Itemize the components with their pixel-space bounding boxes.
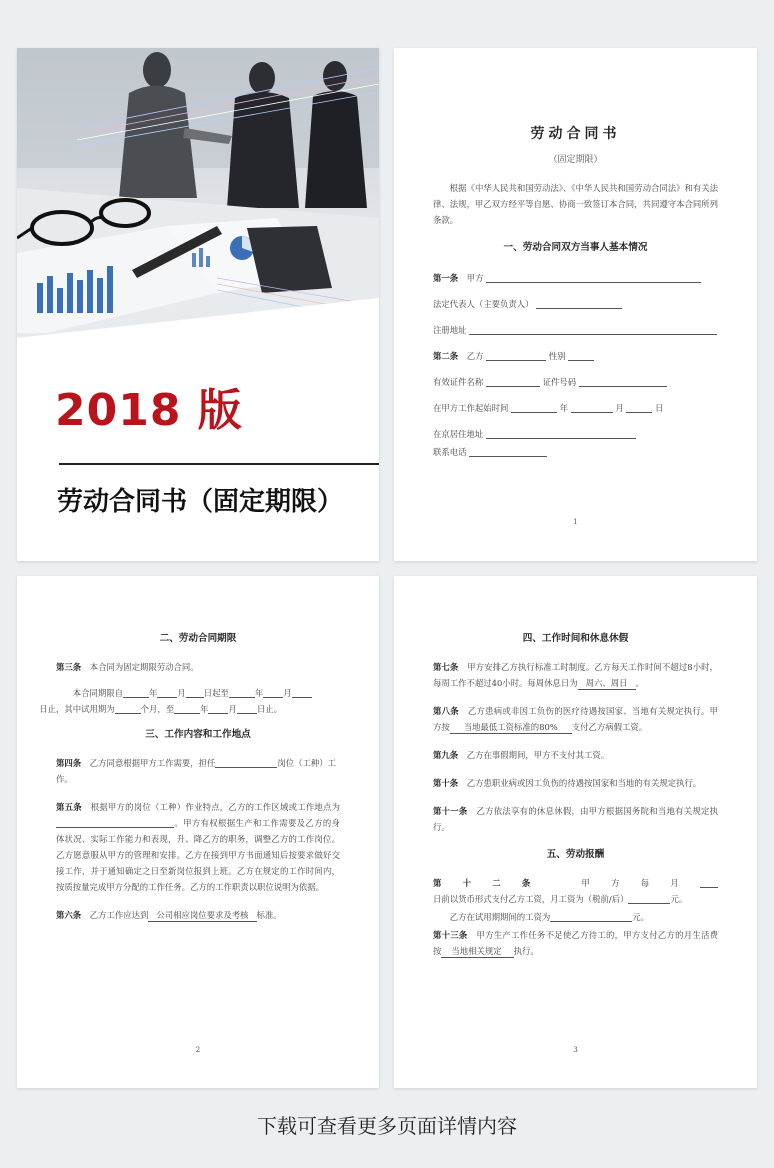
cover-divider — [59, 463, 379, 465]
article-13-text-end: 执行。 — [513, 946, 539, 956]
id-name-blank — [486, 375, 540, 387]
term-end-label: 日止。 — [256, 704, 282, 714]
year-label: 年 — [254, 688, 264, 698]
probation-pay-label: 乙方在试用期期间的工资为 — [449, 912, 551, 922]
article-11-label: 第十一条 — [433, 806, 468, 816]
blank — [263, 686, 283, 698]
article-6-text: 乙方工作应达到 — [89, 910, 149, 920]
article-4-text-end: 岗位（工种）工作。 — [56, 758, 337, 784]
blank — [208, 702, 228, 714]
article-12-text-mid: 日前以货币形式支付乙方工资，月工资为（税前/后） — [433, 894, 629, 904]
probation-pay-blank — [550, 910, 632, 922]
blank — [292, 686, 312, 698]
article-5-text-end: 。甲方有权根据生产和工作需要及乙方的身体状况、实际工作能力和表现，升、降乙方的职务，调整乙方的工作岗位。乙方愿意服从甲方的管理和安排。乙方在接到甲方书面通知后按要求做好交接工作，并于通知确定之日至新岗位报到上班。乙方在规定的工作时间内，按质按量完成甲方分配的工作任务。乙方的工作职责以职位说明为依据。 — [56, 818, 340, 892]
page-number: 3 — [573, 1046, 578, 1054]
page-number: 2 — [195, 1046, 201, 1054]
start-day-blank — [626, 401, 652, 413]
year-label: 年 — [200, 704, 209, 714]
article-4-text: 乙方同意根据甲方工作需要，担任 — [89, 758, 216, 768]
start-month-blank — [571, 401, 613, 413]
contract-title: 劳动合同书 — [530, 126, 621, 142]
rest-days-value: 周六、周日 — [578, 677, 636, 690]
blank — [229, 686, 255, 698]
blank — [174, 702, 200, 714]
month-label: 月 — [283, 688, 292, 698]
article-6-text-end: 标准。 — [256, 910, 282, 920]
intro-paragraph: 根据《中华人民共和国劳动法》、《中华人民共和国劳动合同法》和有关法律、法规，甲乙双方经平等自愿、协商一致签订本合同，共同遵守本合同所列条款。 — [433, 183, 718, 225]
article-8-text: 乙方患病或非因工负伤的医疗待遇按国家、当地有关规定执行。甲方按 — [433, 706, 719, 732]
probation-to-label: 个月，至 — [140, 704, 175, 714]
reg-addr-blank — [469, 323, 717, 335]
business-handshake-photo — [17, 48, 379, 338]
article-1-label: 第一条 — [433, 273, 459, 283]
download-more-link[interactable]: 下载可查看更多页面详情内容 — [257, 1114, 517, 1138]
contract-page-1 — [394, 48, 757, 561]
start-year-blank — [511, 401, 557, 413]
edition-year: 2018 版 — [55, 385, 243, 436]
section-5-heading: 五、劳动报酬 — [546, 849, 605, 860]
phone-blank — [469, 445, 547, 457]
article-12-text: 甲方每月 — [581, 878, 701, 888]
month-label: 月 — [615, 403, 624, 413]
article-9-text: 乙方在事假期间，甲方不支付其工资。 — [466, 750, 610, 760]
article-13-label: 第十三条 — [433, 930, 468, 940]
term-to-label: 日起至 — [203, 688, 229, 698]
year-label: 年 — [149, 688, 158, 698]
blank — [123, 686, 149, 698]
article-4-label: 第四条 — [56, 758, 82, 768]
article-2-label: 第二条 — [433, 351, 459, 361]
work-location-blank — [56, 816, 174, 828]
section-2-heading: 二、劳动合同期限 — [159, 633, 237, 644]
day-label: 日 — [655, 403, 664, 413]
month-label: 月 — [177, 688, 186, 698]
contract-page-3 — [394, 576, 757, 1088]
id-no-blank — [579, 375, 667, 387]
article-3-text: 本合同为固定期限劳动合同。 — [89, 662, 199, 672]
id-no-label: 证件号码 — [542, 377, 577, 387]
blank — [157, 686, 177, 698]
article-13-text: 甲方生产工作任务不足使乙方待工的，甲方支付乙方的月生活费按 — [433, 930, 719, 956]
article-5-text: 根据甲方的岗位（工种）作业特点，乙方的工作区域或工作地点为 — [90, 802, 341, 812]
id-name-label: 有效证件名称 — [433, 377, 484, 387]
page-number: 1 — [573, 518, 578, 526]
probation-pay-end: 元。 — [632, 912, 650, 922]
sick-pay-value: 当地最低工资标准的80% — [450, 721, 572, 734]
contract-subtitle: （固定期限） — [548, 155, 603, 165]
section-3-heading: 三、工作内容和工作地点 — [145, 729, 251, 740]
gender-label: 性别 — [548, 351, 566, 361]
article-10-text: 乙方患职业病或因工负伤的待遇按国家和当地的有关规定执行。 — [466, 778, 702, 788]
pay-day-blank — [700, 876, 718, 888]
article-8-text-end: 支付乙方病假工资。 — [571, 722, 648, 732]
cover-title: 劳动合同书（固定期限） — [57, 487, 344, 517]
article-10-label: 第十条 — [433, 778, 459, 788]
year-label: 年 — [559, 403, 569, 413]
article-7-text: 甲方安排乙方执行标准工时制度。乙方每天工作时间不超过8小时，每周工作不超过40小时。每周休息日为 — [433, 662, 719, 688]
residence-label: 在京居住地址 — [433, 429, 484, 439]
blank — [186, 686, 204, 698]
start-work-label: 在甲方工作起始时间 — [433, 403, 509, 413]
probation-label: 日止，其中试用期为 — [39, 704, 115, 714]
article-8-label: 第八条 — [433, 706, 459, 716]
article-7-label: 第七条 — [433, 662, 459, 672]
article-12-label: 第十二条 — [433, 878, 552, 888]
blank — [237, 702, 257, 714]
residence-blank — [486, 427, 636, 439]
term-start-label: 本合同期限自 — [72, 688, 124, 698]
party-a-label: 甲方 — [466, 273, 484, 283]
article-3-label: 第三条 — [56, 662, 82, 672]
blank — [115, 702, 141, 714]
term-paragraph — [39, 685, 340, 717]
section-1-heading: 一、劳动合同双方当事人基本情况 — [503, 242, 648, 253]
article-11-text: 乙方依法享有的休息休假，由甲方根据国务院和当地有关规定执行。 — [433, 806, 719, 832]
contract-page-2 — [17, 576, 379, 1088]
article-12-text-end: 元。 — [670, 894, 688, 904]
phone-label: 联系电话 — [433, 447, 467, 457]
cover-page — [17, 48, 379, 561]
legal-rep-blank — [536, 297, 622, 309]
article-6-label: 第六条 — [56, 910, 82, 920]
article-9-label: 第九条 — [433, 750, 459, 760]
monthly-salary-blank — [628, 892, 670, 904]
article-6-standard: 公司相应岗位要求及考核 — [148, 909, 256, 922]
position-blank — [215, 756, 277, 768]
legal-rep-label: 法定代表人（主要负责人） — [433, 299, 534, 309]
gender-blank — [568, 349, 594, 361]
article-7-end: 。 — [635, 678, 644, 688]
party-b-label: 乙方 — [466, 351, 484, 361]
article-5-label: 第五条 — [56, 802, 82, 812]
party-a-blank — [486, 271, 701, 283]
party-b-blank — [486, 349, 546, 361]
month-label: 月 — [228, 704, 237, 714]
living-allowance-value: 当地相关规定 — [441, 945, 513, 958]
reg-addr-label: 注册地址 — [433, 325, 467, 335]
section-4-heading: 四、工作时间和休息休假 — [522, 633, 629, 644]
